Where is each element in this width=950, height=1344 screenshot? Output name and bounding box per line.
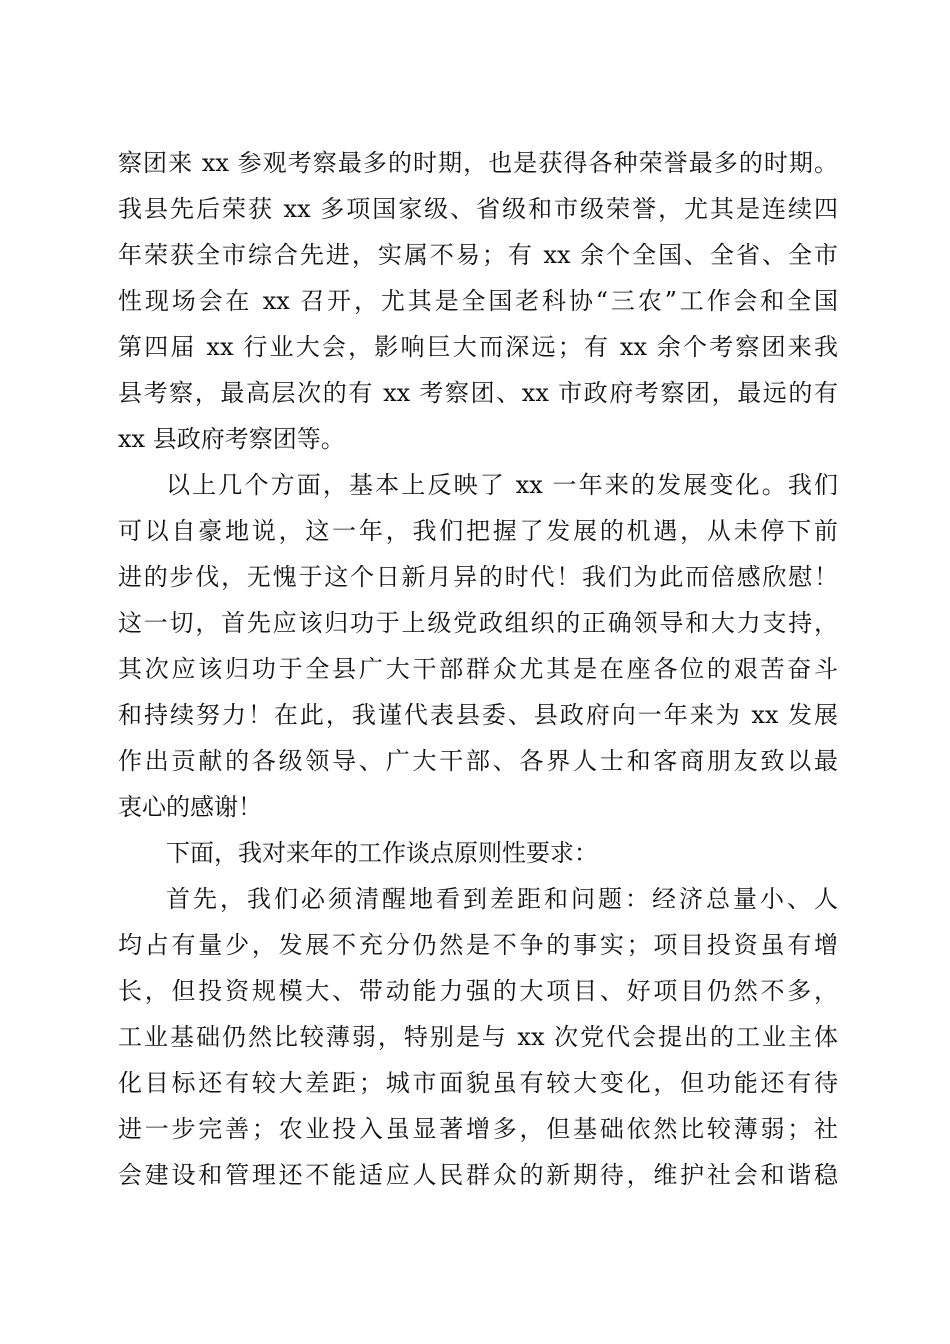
document-body	[118, 140, 838, 1198]
text-line: 首先，我们必须清醒地看到差距和问题：经济总量小、人	[166, 885, 838, 913]
paragraph	[118, 830, 838, 876]
text-line: 可以自豪地说，这一年，我们把握了发展的机遇，从未停下前	[118, 517, 838, 545]
text-line: 化目标还有较大差距；城市面貌虽有较大变化，但功能还有待	[118, 1069, 838, 1097]
text-line: 这一切，首先应该归功于上级党政组织的正确领导和大力支持，	[118, 609, 838, 637]
text-line: 工业基础仍然比较薄弱，特别是与 xx 次党代会提出的工业主体	[118, 1023, 838, 1051]
text-line: 作出贡献的各级领导、广大干部、各界人士和客商朋友致以最	[118, 747, 838, 775]
text-line: 性现场会在 xx 召开，尤其是全国老科协“三农”工作会和全国	[118, 287, 838, 315]
paragraph	[118, 140, 838, 462]
text-line: 县考察，最高层次的有 xx 考察团、xx 市政府考察团，最远的有	[118, 379, 838, 407]
text-line: 均占有量少，发展不充分仍然是不争的事实；项目投资虽有增	[118, 931, 838, 959]
text-line: xx 县政府考察团等。	[118, 425, 345, 453]
text-line: 其次应该归功于全县广大干部群众尤其是在座各位的艰苦奋斗	[118, 655, 838, 683]
text-line: 衷心的感谢！	[118, 793, 262, 821]
text-line: 进的步伐，无愧于这个日新月异的时代！我们为此而倍感欣慰！	[118, 563, 838, 591]
text-line: 年荣获全市综合先进，实属不易；有 xx 余个全国、全省、全市	[118, 241, 838, 269]
text-line: 进一步完善；农业投入虽显著增多，但基础依然比较薄弱；社	[118, 1115, 838, 1143]
text-line: 我县先后荣获 xx 多项国家级、省级和市级荣誉，尤其是连续四	[118, 195, 838, 223]
text-line: 第四届 xx 行业大会，影响巨大而深远；有 xx 余个考察团来我	[118, 333, 838, 361]
text-line: 察团来 xx 参观考察最多的时期，也是获得各种荣誉最多的时期。	[118, 149, 838, 177]
text-line: 下面，我对来年的工作谈点原则性要求：	[166, 839, 598, 867]
paragraph	[118, 876, 838, 1198]
text-line: 会建设和管理还不能适应人民群众的新期待，维护社会和谐稳	[118, 1161, 838, 1189]
text-line: 长，但投资规模大、带动能力强的大项目、好项目仍然不多，	[118, 977, 838, 1005]
text-line: 和持续努力！在此，我谨代表县委、县政府向一年来为 xx 发展	[118, 701, 838, 729]
paragraph	[118, 462, 838, 830]
text-line: 以上几个方面，基本上反映了 xx 一年来的发展变化。我们	[166, 471, 838, 499]
